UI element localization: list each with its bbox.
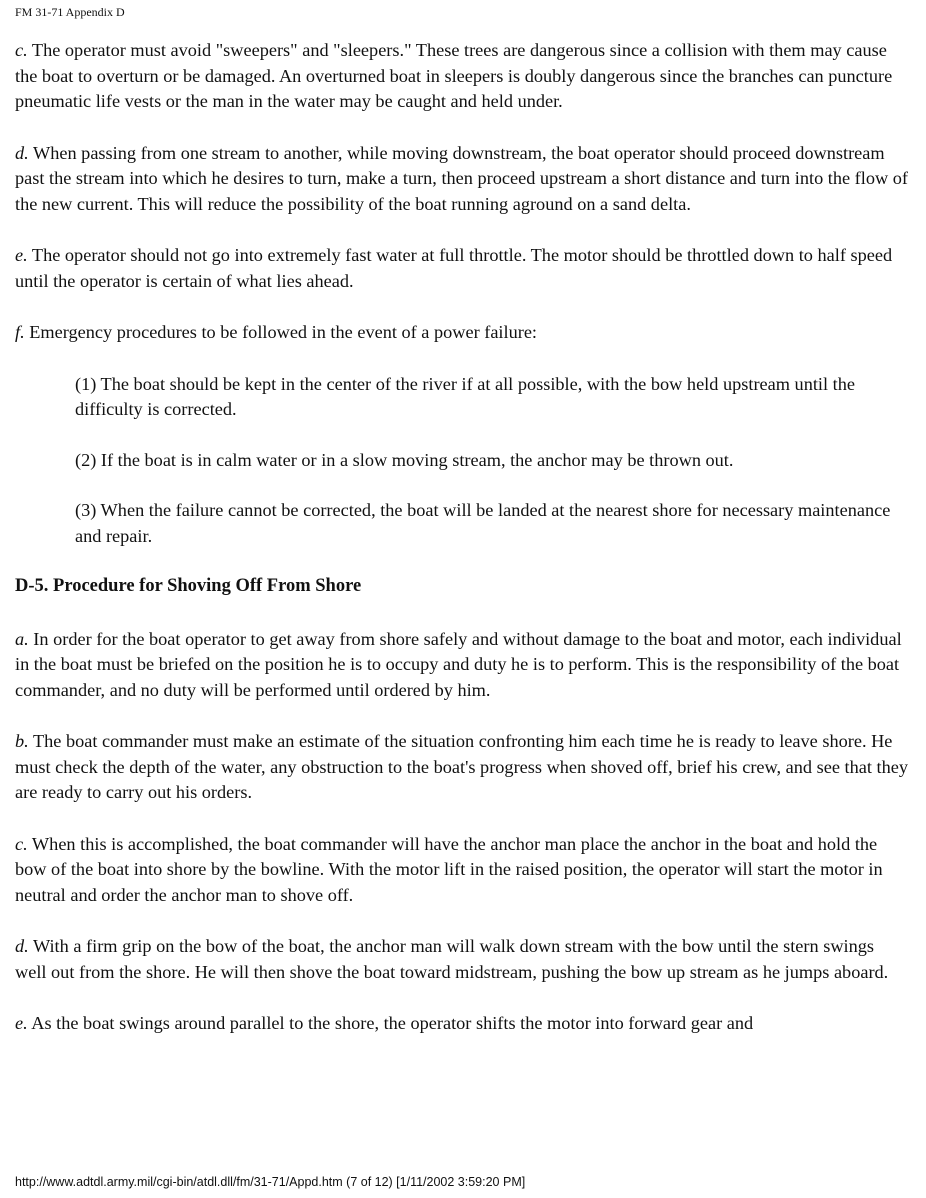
subparagraph-2: (2) If the boat is in calm water or in a slow moving stream, the anchor may be thrown out.	[75, 449, 734, 470]
section-heading-d5: D-5. Procedure for Shoving Off From Shore	[15, 576, 362, 596]
subparagraph-3: (3) When the failure cannot be corrected, the boat will be landed at the nearest shore for necessary maintenance and repair.	[75, 500, 891, 546]
paragraph-text: With a firm grip on the bow of the boat, the anchor man will walk down stream with the bow until the stern swings well out from the shore. He will then shove the boat toward midstream, pushing the bow up stream as he jumps aboard.	[15, 936, 889, 982]
paragraph-e-forward-gear	[15, 1011, 910, 1037]
paragraph-text: As the boat swings around parallel to the shore, the operator shifts the motor into forward gear and	[27, 1013, 754, 1033]
paragraph-label: a.	[15, 628, 29, 649]
paragraph-b-estimate	[15, 729, 910, 806]
paragraph-label: d.	[15, 142, 29, 163]
paragraph-text: The operator must avoid "sweepers" and "sleepers." These trees are dangerous since a collision with them may cause the boat to overturn or be damaged. An overturned boat in sleepers is doubly dangerous since the branches can puncture pneumatic life vests or the man in the water may be caught and held under.	[15, 40, 893, 111]
paragraph-f-emergency	[15, 320, 910, 346]
paragraph-text: The boat commander must make an estimate of the situation confronting him each time he is ready to leave shore. He must check the depth of the water, any obstruction to the boat's progress when shoved off, brief his crew, and see that they are ready to carry out his orders.	[15, 731, 909, 802]
paragraph-c-sweepers	[15, 38, 910, 115]
paragraph-label: c.	[15, 40, 28, 60]
paragraph-label: d.	[15, 936, 29, 956]
paragraph-d-passing-streams	[15, 141, 910, 218]
paragraph-text: When passing from one stream to another, while moving downstream, the boat operator should proceed downstream past the stream into which he desires to turn, make a turn, then proceed upstream a short distance and turn into the flow of the new current. This will reduce the possibility of the boat running aground on a sand delta.	[15, 142, 908, 214]
paragraph-label: e.	[15, 245, 28, 265]
paragraph-a-briefing	[15, 627, 910, 704]
subparagraph-1: (1) The boat should be kept in the center of the river if at all possible, with the bow held upstream until the difficulty is corrected.	[75, 373, 855, 419]
paragraph-text: The operator should not go into extremely fast water at full throttle. The motor should be throttled down to half speed until the operator is certain of what lies ahead.	[15, 245, 893, 291]
paragraph-label: f.	[15, 322, 25, 342]
paragraph-text: Emergency procedures to be followed in the event of a power failure:	[24, 322, 538, 342]
document-body	[15, 38, 910, 1063]
paragraph-label: e.	[15, 1013, 28, 1033]
paragraph-label: b.	[15, 731, 29, 751]
paragraph-c-anchor	[15, 832, 910, 909]
paragraph-d-shove	[15, 934, 910, 985]
paragraph-text: When this is accomplished, the boat commander will have the anchor man place the anchor in the boat and hold the bow of the boat into shore by the bowline. With the motor lift in the raised position, the operator will start the motor in neutral and order the anchor man to shove off.	[15, 833, 883, 905]
source-url-footer: http://www.adtdl.army.mil/cgi-bin/atdl.dll/fm/31-71/Appd.htm (7 of 12) [1/11/2002 3:59:20 PM]	[15, 1175, 526, 1189]
running-header: FM 31-71 Appendix D	[15, 5, 125, 19]
paragraph-label: c.	[15, 833, 28, 854]
paragraph-text: In order for the boat operator to get away from shore safely and without damage to the boat and motor, each individual in the boat must be briefed on the position he is to occupy and duty he is to perform. This is the responsibility of the boat commander, and no duty will be performed until ordered by him.	[15, 628, 902, 700]
paragraph-e-fast-water	[15, 243, 910, 294]
